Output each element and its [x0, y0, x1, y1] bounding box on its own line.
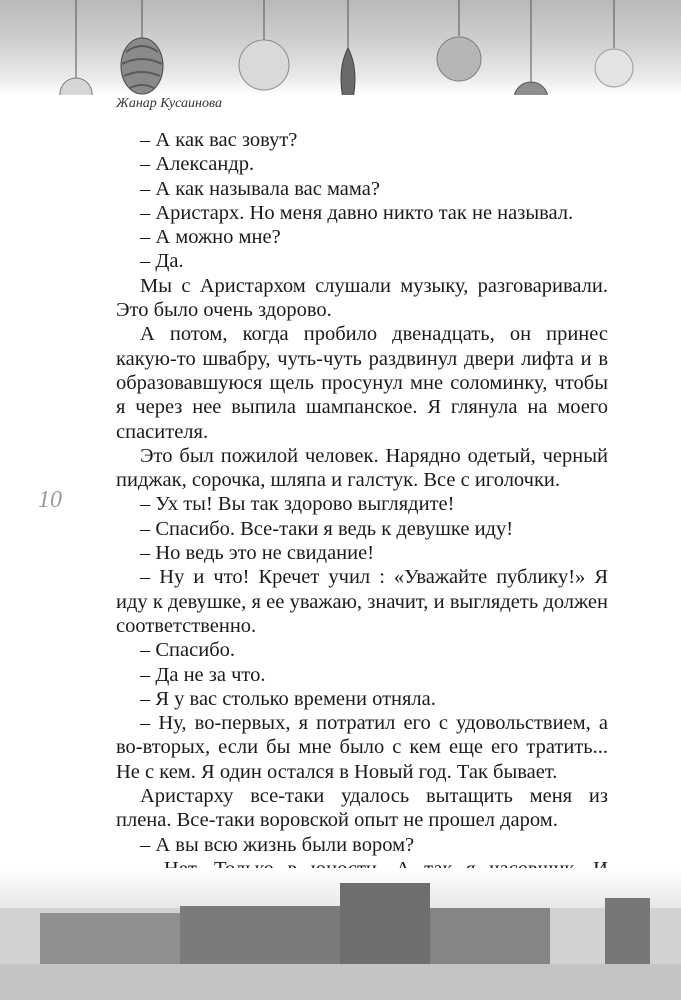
paragraph: – А как называла вас мама? — [140, 177, 380, 200]
paragraph: – Спасибо. Все-таки я ведь к девушке иду! — [140, 517, 514, 540]
building-icon — [40, 913, 180, 968]
ornament-ball-icon — [437, 37, 481, 81]
building-icon — [340, 883, 430, 968]
christmas-ornaments-illustration — [0, 0, 681, 95]
ornament-ball-icon — [60, 78, 92, 95]
paragraph: – Да не за что. — [140, 663, 266, 686]
paragraph: – Да. — [140, 250, 184, 273]
snowy-town-illustration — [0, 868, 681, 1000]
building-icon — [180, 906, 340, 968]
page-number: 10 — [38, 487, 62, 513]
ornament-ball-icon — [239, 40, 289, 90]
paragraph: – Но ведь это не свидание! — [140, 542, 375, 565]
running-header-author: Жанар Кусаинова — [116, 96, 222, 111]
paragraph: Аристарху все-таки удалось вытащить меня из плена. Все-таки воровской опыт не прошел даром. — [116, 785, 608, 832]
building-icon — [605, 898, 650, 968]
paragraph: – Ух ты! Вы так здорово выглядите! — [140, 493, 455, 516]
paragraph: – Спасибо. — [140, 639, 235, 662]
ornament-ball-icon — [595, 49, 633, 87]
paragraph: Мы с Аристархом слушали музыку, разговаривали. Это было очень здорово. — [116, 274, 608, 322]
header-illustration — [0, 0, 681, 95]
paragraph: А потом, когда пробило двенадцать, он принес какую-то швабру, чуть-чуть раздвинул двери лифта и в образовавшуюся щель просунул мне соломинку, чтобы я через нее выпила шампанское. Я глянула на моего спасителя. — [116, 323, 608, 443]
paragraph: – Александр. — [140, 153, 255, 176]
ornament-icicle-icon — [341, 48, 355, 95]
paragraph: Это был пожилой человек. Нарядно одетый, черный пиджак, сорочка, шляпа и галстук. Все с иголочки. — [116, 444, 608, 492]
ornament-ball-icon — [514, 82, 548, 95]
paragraph: – А вы всю жизнь были вором? — [140, 833, 415, 856]
building-icon — [430, 908, 550, 968]
paragraph: – Аристарх. Но меня давно никто так не называл. — [140, 201, 574, 224]
paragraph: – А можно мне? — [140, 226, 281, 249]
paragraph: – А как вас зовут? — [140, 129, 298, 151]
paragraph: – Ну, во-первых, я потратил его с удовольствием, а во-вторых, если бы мне было с кем еще его тратить... Не с кем. Я один остался в Новый год. Так бывает. — [116, 712, 608, 783]
paragraph: – Я у вас столько времени отняла. — [140, 687, 436, 710]
footer-illustration — [0, 868, 681, 1000]
paragraph: – Ну и что! Кречет учил : «Уважайте публику!» Я иду к девушке, я ее уважаю, значит, и выглядеть должен соответственно. — [116, 566, 608, 637]
body-text — [116, 128, 608, 930]
